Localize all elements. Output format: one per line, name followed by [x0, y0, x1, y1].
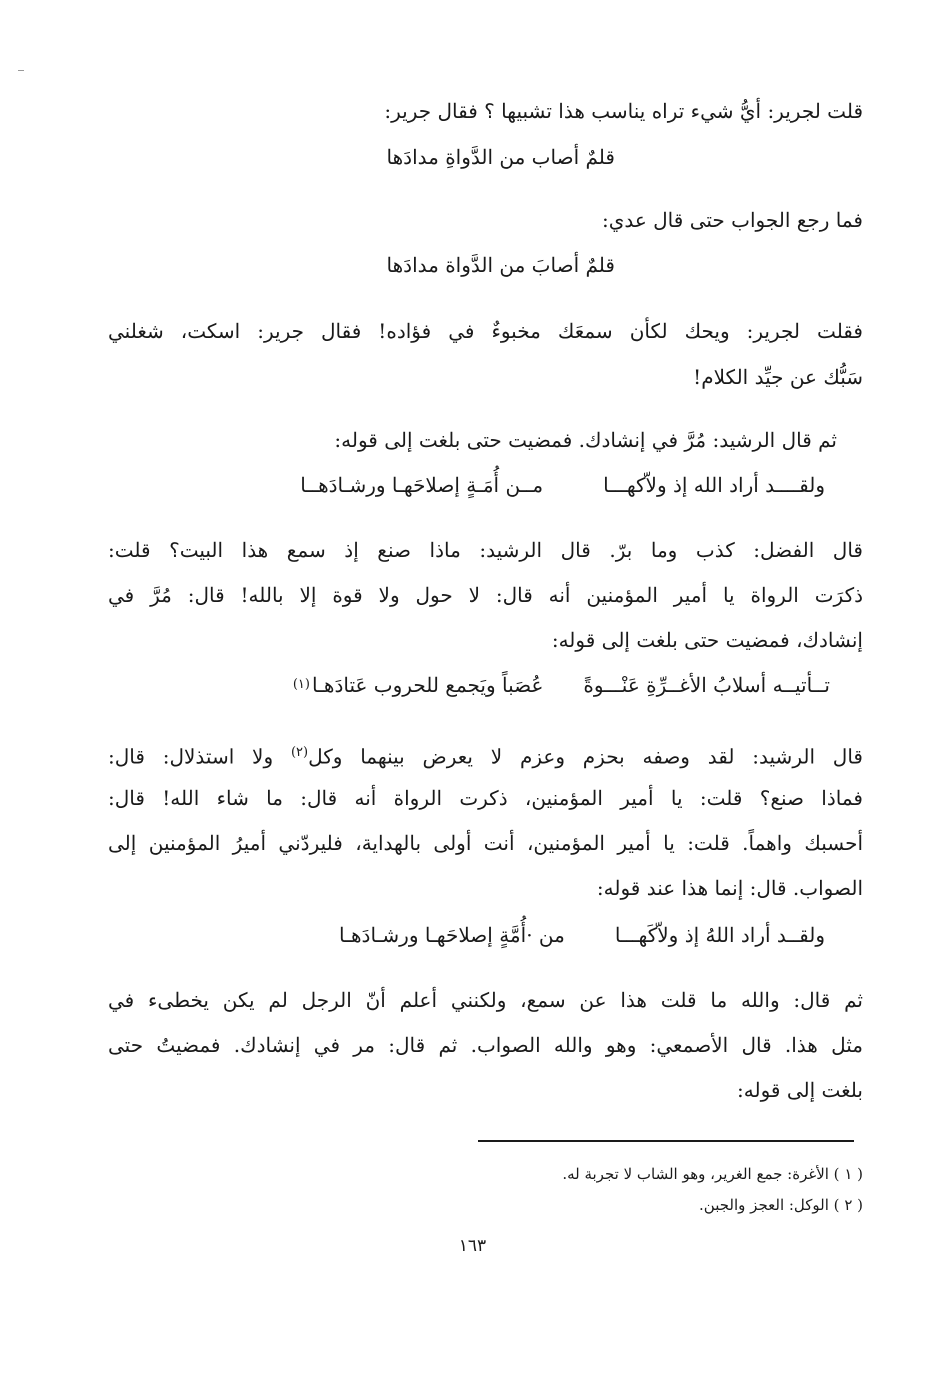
verse-line: قلمٌ أصابَ من الدَّواة مدادَها [386, 253, 615, 277]
verse-hemistich-second: عُصَباً ويَجمع للحروب عَتادَهـا [311, 673, 544, 697]
poem-verse [339, 920, 825, 950]
verse-hemistich-first: ولقــد أراد اللهُ إذ ولاّكَهـــا [614, 923, 825, 947]
text-line: ثم قال الرشيد: مُرَّ في إنشادك. فمضيت حتى بلغت إلى قوله: [334, 428, 837, 452]
text-line: قال الفضل: كذب وما برّ. قال الرشيد: ماذا صنع إذ سمع هذا البيت؟ قلت: [108, 538, 863, 562]
footnote: ( ١ ) الأغرة: جمع الغرير، وهو الشاب لا تجربة له. [562, 1165, 863, 1183]
text-segment: قال الرشيد: لقد وصفه بحزم وعزم لا يعرض بينهما وكل [308, 744, 863, 769]
text-segment: ولا استذلال: قال: [108, 744, 274, 769]
verse-hemistich-first: تــأتيــه أسلابُ الأغــرِّةِ عَنْـــوةً [583, 673, 830, 697]
text-line: أحسبك واهماً. قلت: يا أمير المؤمنين، أنت أولى بالهداية، فليردّني أميرُ المؤمنين إلى [108, 831, 863, 855]
verse-hemistich-first: ولقــــد أراد الله إذ ولاّكهـــا [603, 473, 825, 497]
text-line: فماذا صنع؟ قلت: يا أمير المؤمنين، ذكرت الرواة أنه قال: ما شاء الله! قال: [108, 786, 863, 810]
footnote-ref: (٢) [290, 745, 309, 760]
footnote: ( ٢ ) الوكل: العجز والجبن. [699, 1196, 863, 1214]
page-number: ١٦٣ [458, 1236, 487, 1256]
verse-line: قلمٌ أصاب من الدَّواةِ مدادَها [386, 145, 615, 169]
verse-hemistich-second: مــن أُمَـةٍ إصلاحَهـا ورشـادَهــا [300, 473, 544, 497]
text-line: الصواب. قال: إنما هذا عند قوله: [596, 876, 863, 900]
poem-verse [293, 670, 830, 700]
text-line: إنشادك، فمضيت حتى بلغت إلى قوله: [551, 628, 863, 652]
text-line: قلت لجرير: أيُّ شيء تراه يناسب هذا تشبيها ؟ فقال جرير: [384, 99, 863, 123]
text-line: ذكرَت الرواة يا أمير المؤمنين أنه قال: لا حول ولا قوة إلا بالله! قال: مُرَّ في [108, 583, 863, 607]
text-line: مثل هذا. قال الأصمعي: وهو والله الصواب. ثم قال: مر في إنشادك. فمضيتُ حتى [108, 1033, 863, 1057]
scan-mark [18, 70, 24, 71]
verse-hemistich-second: من ·أُمَّةٍ إصلاحَهـا ورشـادَهـا [339, 923, 565, 947]
text-line: بلغت إلى قوله: [737, 1078, 863, 1102]
footnote-ref: (١) [292, 677, 310, 692]
text-line: فقلت لجرير: ويحك لكأن سمعَك مخبوءٌ في فؤاده! فقال جرير: اسكت، شغلني [108, 319, 863, 343]
text-line [108, 738, 863, 772]
footnote-rule [478, 1140, 854, 1142]
text-line: سَبُّك عن جيِّد الكلام! [693, 365, 863, 389]
poem-verse [300, 470, 825, 500]
text-line: ثم قال: والله ما قلت هذا عن سمع، ولكنني أعلم أنّ الرجل لم يكن يخطىء في [108, 988, 863, 1012]
text-line: فما رجع الجواب حتى قال عدي: [601, 208, 863, 232]
